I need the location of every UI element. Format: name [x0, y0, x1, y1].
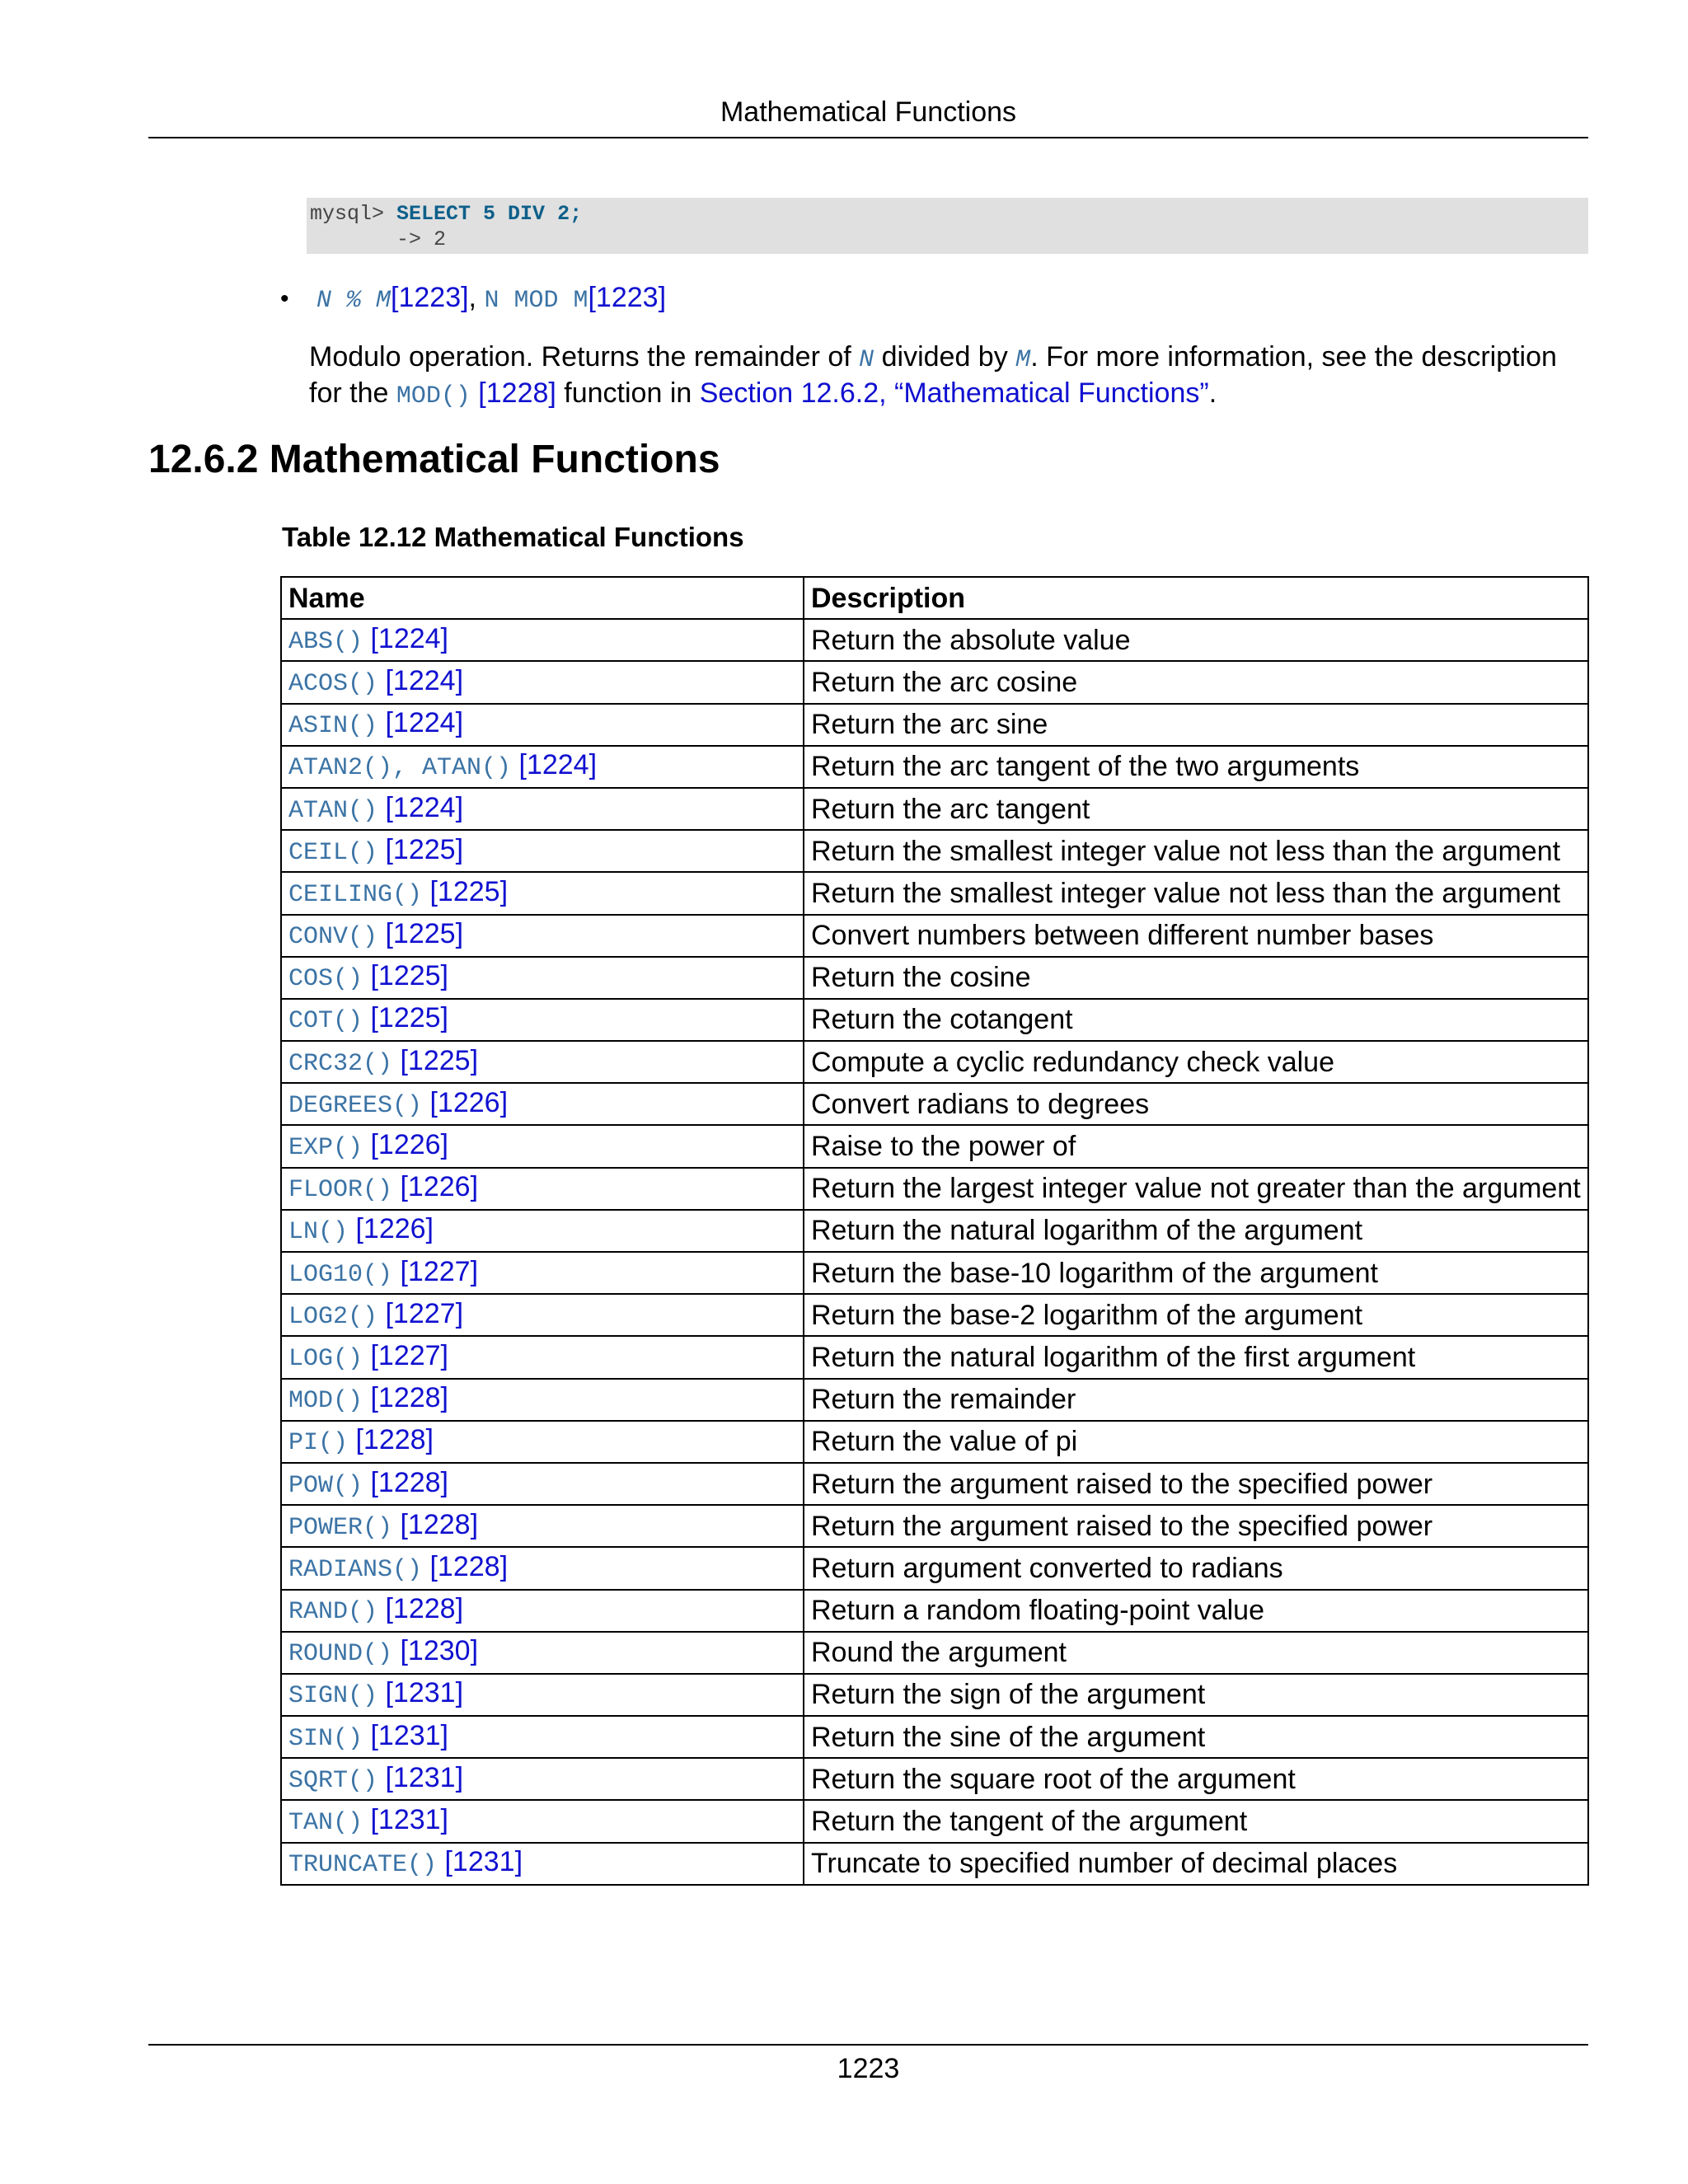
function-name-cell [281, 1083, 804, 1125]
function-name-cell [281, 830, 804, 872]
function-name-cell [281, 1041, 804, 1083]
table-row [281, 1294, 1588, 1336]
function-description-cell: Return a random floating-point value [804, 1590, 1588, 1632]
page-ref-link[interactable]: [1231] [385, 1761, 464, 1793]
page-ref-link[interactable]: [1226] [355, 1213, 434, 1245]
function-name-link[interactable]: TAN() [288, 1809, 363, 1838]
function-description-cell: Compute a cyclic redundancy check value [804, 1041, 1588, 1083]
function-name-cell [281, 1758, 804, 1800]
section-link[interactable]: Section 12.6.2, “Mathematical Functions” [699, 377, 1209, 409]
function-description-cell: Return the smallest integer value not less than the argument [804, 830, 1588, 872]
function-name-link[interactable]: LOG2() [288, 1302, 378, 1331]
table-row [281, 1547, 1588, 1589]
modulo-description [309, 340, 1595, 413]
function-name-cell [281, 1252, 804, 1294]
page-ref-link[interactable]: [1223] [391, 282, 469, 313]
mod-operator-percent[interactable]: N % M [316, 287, 392, 315]
table-row [281, 915, 1588, 957]
section-heading: 12.6.2 Mathematical Functions [148, 438, 720, 481]
desc-text: function in [556, 377, 700, 409]
page-ref-link[interactable]: [1225] [370, 960, 448, 992]
function-name-cell [281, 1547, 804, 1589]
function-description-cell: Return the tangent of the argument [804, 1800, 1588, 1842]
function-name-link[interactable]: POWER() [288, 1513, 393, 1542]
page-ref-link[interactable]: [1228] [370, 1466, 448, 1498]
page-ref-link[interactable]: [1225] [385, 833, 464, 865]
function-name-link[interactable]: LOG10() [288, 1260, 393, 1289]
table-row [281, 1083, 1588, 1125]
desc-text: Modulo operation. Returns the remainder of [309, 341, 860, 373]
table-row [281, 1168, 1588, 1210]
page-number: 1223 [837, 2053, 900, 2084]
table-row [281, 830, 1588, 872]
function-name-link[interactable]: CONV() [288, 923, 378, 952]
function-name-link[interactable]: SIGN() [288, 1682, 378, 1711]
function-name-cell [281, 619, 804, 661]
functions-table [280, 576, 1589, 1886]
function-name-link[interactable]: LOG() [288, 1344, 363, 1373]
function-name-cell [281, 1336, 804, 1378]
function-description-cell: Return the arc cosine [804, 661, 1588, 703]
function-name-link[interactable]: CEIL() [288, 838, 378, 867]
function-name-cell [281, 1294, 804, 1336]
desc-text: divided by [874, 341, 1016, 373]
page-ref-link[interactable]: [1226] [400, 1171, 479, 1203]
operator-bullet [280, 280, 666, 318]
function-name-cell [281, 1168, 804, 1210]
var-n: N [859, 346, 874, 374]
page-ref-link[interactable]: [1228] [400, 1508, 479, 1540]
table-row [281, 1125, 1588, 1167]
page-ref-link[interactable]: [1227] [400, 1255, 479, 1287]
function-name-link[interactable]: LN() [288, 1218, 349, 1247]
desc-text: . For more information, see the description for the [309, 341, 1557, 409]
page-ref-link[interactable]: [1228] [370, 1382, 448, 1414]
running-header [148, 96, 1588, 138]
table-row [281, 704, 1588, 746]
bullet-separator: , [468, 282, 485, 313]
table-row [281, 1800, 1588, 1842]
function-name-cell [281, 1716, 804, 1758]
function-description-cell: Return the arc tangent of the two arguments [804, 746, 1588, 788]
function-name-link[interactable]: SIN() [288, 1724, 363, 1753]
function-name-cell [281, 999, 804, 1041]
page-ref-link[interactable]: [1230] [400, 1635, 479, 1667]
page-ref-link[interactable]: [1231] [444, 1846, 523, 1878]
function-description-cell: Return the natural logarithm of the first argument [804, 1336, 1588, 1378]
table-row [281, 619, 1588, 661]
function-description-cell: Return the base-10 logarithm of the argument [804, 1252, 1588, 1294]
page-ref-link[interactable]: [1224] [385, 707, 464, 739]
page-ref-link[interactable]: [1228] [429, 1550, 509, 1582]
function-description-cell: Return the absolute value [804, 619, 1588, 661]
function-description-cell: Return the cotangent [804, 999, 1588, 1041]
function-name-cell [281, 1843, 804, 1885]
function-name-link[interactable]: ABS() [288, 627, 363, 656]
table-caption: Table 12.12 Mathematical Functions [282, 522, 744, 552]
table-row [281, 746, 1588, 788]
page-ref-link[interactable]: [1227] [385, 1297, 464, 1329]
function-description-cell: Return the value of pi [804, 1421, 1588, 1463]
function-name-cell [281, 1210, 804, 1252]
function-description-cell: Return the base-2 logarithm of the argument [804, 1294, 1588, 1336]
function-name-link[interactable]: ASIN() [288, 712, 378, 741]
bullet-mark: • [280, 285, 289, 312]
table-row [281, 872, 1588, 914]
table-row [281, 1590, 1588, 1632]
function-description-cell: Return the square root of the argument [804, 1758, 1588, 1800]
table-row [281, 1674, 1588, 1716]
mod-operator-keyword[interactable]: N MOD M [484, 287, 588, 315]
table-row [281, 1421, 1588, 1463]
function-name-cell [281, 872, 804, 914]
function-name-cell [281, 1463, 804, 1505]
function-name-cell [281, 746, 804, 788]
page-ref-link[interactable]: [1224] [385, 664, 464, 696]
running-footer [148, 2044, 1588, 2085]
page-ref-link[interactable]: [1227] [370, 1339, 448, 1371]
table-row [281, 1252, 1588, 1294]
function-name-cell [281, 788, 804, 830]
code-prompt: mysql> [310, 202, 397, 226]
function-name-link[interactable]: MOD() [288, 1387, 363, 1416]
table-row [281, 999, 1588, 1041]
page-ref-link[interactable]: [1224] [370, 622, 448, 654]
function-name-cell [281, 704, 804, 746]
table-row [281, 1632, 1588, 1674]
table-row [281, 1336, 1588, 1378]
function-name-cell [281, 1505, 804, 1547]
function-description-cell: Round the argument [804, 1632, 1588, 1674]
table-header-row [281, 577, 1588, 619]
function-description-cell: Return the arc sine [804, 704, 1588, 746]
column-header-description: Description [804, 577, 1588, 619]
table-row [281, 788, 1588, 830]
desc-text: . [1208, 377, 1217, 409]
function-description-cell: Return argument converted to radians [804, 1547, 1588, 1589]
function-description-cell: Return the argument raised to the specified power [804, 1463, 1588, 1505]
page-ref-link[interactable]: [1226] [370, 1129, 448, 1161]
table-row [281, 1379, 1588, 1421]
function-name-link[interactable]: CEILING() [288, 880, 423, 909]
function-name-link[interactable]: ATAN2(), ATAN() [288, 754, 512, 783]
function-name-link[interactable]: RAND() [288, 1598, 378, 1627]
code-result: -> 2 [310, 227, 447, 251]
page-ref-link[interactable]: [1225] [400, 1044, 479, 1076]
function-name-cell [281, 1125, 804, 1167]
page-ref-link[interactable]: [1228] [355, 1424, 434, 1456]
function-name-cell [281, 1674, 804, 1716]
page-ref-link[interactable]: [1224] [385, 791, 464, 823]
page-ref-link[interactable]: [1231] [370, 1804, 448, 1836]
function-description-cell: Return the argument raised to the specified power [804, 1505, 1588, 1547]
column-header-name: Name [281, 577, 804, 619]
function-name-cell [281, 915, 804, 957]
function-name-link[interactable]: COS() [288, 965, 363, 994]
var-m: M [1015, 346, 1031, 374]
page-ref-link[interactable]: [1231] [385, 1677, 464, 1709]
function-description-cell: Return the natural logarithm of the argument [804, 1210, 1588, 1252]
function-name-cell [281, 957, 804, 999]
function-description-cell: Return the sine of the argument [804, 1716, 1588, 1758]
page-ref-link[interactable]: [1224] [518, 749, 598, 781]
code-example [307, 198, 1588, 254]
function-description-cell: Convert radians to degrees [804, 1083, 1588, 1125]
page-ref-link[interactable]: [1225] [429, 875, 509, 907]
function-name-cell [281, 661, 804, 703]
function-name-link[interactable]: FLOOR() [288, 1176, 393, 1205]
page-ref-link[interactable]: [1225] [370, 1002, 448, 1034]
function-description-cell: Return the remainder [804, 1379, 1588, 1421]
function-description-cell: Convert numbers between different number bases [804, 915, 1588, 957]
function-name-link[interactable]: SQRT() [288, 1766, 378, 1795]
function-name-link[interactable]: TRUNCATE() [288, 1851, 438, 1880]
function-name-link[interactable]: ATAN() [288, 796, 378, 825]
function-name-link[interactable]: PI() [288, 1429, 349, 1458]
table-row [281, 1210, 1588, 1252]
table-row [281, 1716, 1588, 1758]
table-row [281, 1463, 1588, 1505]
function-description-cell: Return the largest integer value not greater than the argument [804, 1168, 1588, 1210]
table-row [281, 1843, 1588, 1885]
function-name-cell [281, 1800, 804, 1842]
function-name-cell [281, 1590, 804, 1632]
table-row [281, 957, 1588, 999]
page-ref-link[interactable]: [1223] [588, 282, 667, 313]
mod-function-link[interactable]: MOD() [396, 382, 471, 410]
function-description-cell: Return the smallest integer value not less than the argument [804, 872, 1588, 914]
page-ref-link[interactable]: [1231] [370, 1719, 448, 1751]
page-ref-link[interactable]: [1228] [385, 1593, 464, 1625]
code-statement: SELECT 5 DIV 2; [396, 202, 583, 226]
page-ref-link[interactable]: [1228] [470, 377, 556, 409]
function-name-link[interactable]: POW() [288, 1471, 363, 1500]
table-row [281, 1505, 1588, 1547]
page-ref-link[interactable]: [1226] [429, 1086, 509, 1118]
header-title: Mathematical Functions [720, 96, 1017, 128]
function-name-cell [281, 1421, 804, 1463]
table-row [281, 1041, 1588, 1083]
function-name-link[interactable]: ACOS() [288, 669, 378, 698]
function-name-link[interactable]: ROUND() [288, 1640, 393, 1669]
function-name-cell [281, 1379, 804, 1421]
function-name-link[interactable]: CRC32() [288, 1049, 393, 1078]
table-row [281, 661, 1588, 703]
function-name-link[interactable]: DEGREES() [288, 1091, 423, 1120]
function-description-cell: Raise to the power of [804, 1125, 1588, 1167]
function-description-cell: Return the sign of the argument [804, 1674, 1588, 1716]
function-name-link[interactable]: EXP() [288, 1134, 363, 1163]
function-name-link[interactable]: COT() [288, 1007, 363, 1036]
page-ref-link[interactable]: [1225] [385, 918, 464, 950]
function-description-cell: Return the cosine [804, 957, 1588, 999]
table-row [281, 1758, 1588, 1800]
function-name-cell [281, 1632, 804, 1674]
function-description-cell: Return the arc tangent [804, 788, 1588, 830]
function-name-link[interactable]: RADIANS() [288, 1555, 423, 1584]
function-description-cell: Truncate to specified number of decimal places [804, 1843, 1588, 1885]
